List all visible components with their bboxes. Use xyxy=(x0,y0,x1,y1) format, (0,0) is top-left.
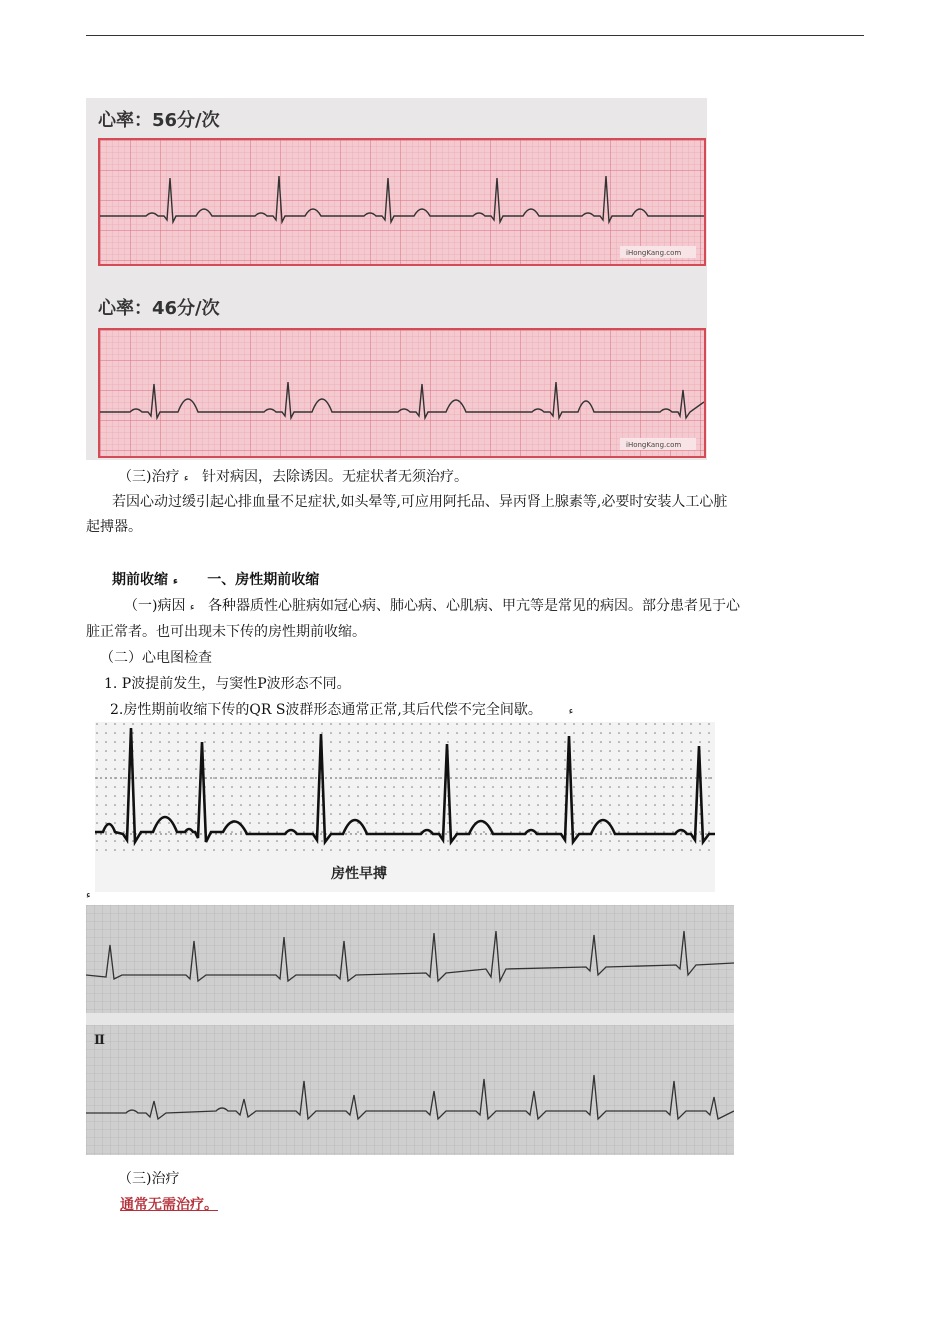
watermark-bottom: iHongKang.com xyxy=(626,441,682,449)
symbol-mark: ء xyxy=(172,576,178,587)
treatment-label-2: （三)治疗 xyxy=(118,1171,180,1187)
heading-atrial: 一、房性期前收缩 xyxy=(207,572,320,588)
ecg-item-1: 1. P波提前发生，与窦性P波形态不同。 xyxy=(104,676,351,692)
ecg-exam-heading: （二）心电图检查 xyxy=(100,650,212,666)
cause-line xyxy=(124,595,740,619)
heading-premature: 期前收缩 xyxy=(112,572,168,588)
symbol-mark-standalone xyxy=(86,883,91,907)
top-rule xyxy=(86,35,864,36)
symbol-mark: ء xyxy=(183,473,189,484)
heart-rate-label-56: 心率：56分/次 xyxy=(98,110,220,131)
lead-label: Ⅱ xyxy=(94,1033,105,1048)
treatment-body-2: 通常无需治疗。 xyxy=(120,1197,218,1213)
heart-rate-label-46: 心率：46分/次 xyxy=(98,298,220,319)
symbol-mark: ء xyxy=(568,706,574,717)
symbol-mark: ء xyxy=(86,890,91,901)
ecg-item-2-text: 2.房性期前收缩下传的QR S波群形态通常正常,其后代偿不完全间歇。 xyxy=(110,702,542,718)
treatment-body: 针对病因，去除诱因。无症状者无须治疗。 xyxy=(201,469,468,485)
cause-body: 各种器质性心脏病如冠心病、肺心病、心肌病、甲亢等是常见的病因。部分患者见于心 xyxy=(207,598,740,614)
cause-line-2: 脏正常者。也可出现未下传的房性期前收缩。 xyxy=(86,624,366,640)
paragraph-line-1: 若因心动过缓引起心排血量不足症状,如头晕等,可应用阿托品、异丙肾上腺素等,必要时安装人工心脏 xyxy=(112,494,728,510)
symbol-mark: ء xyxy=(189,602,195,613)
watermark-top: iHongKang.com xyxy=(626,249,682,257)
ecg-strip-46 xyxy=(98,328,706,458)
treatment-line xyxy=(118,466,468,490)
figure-caption: 房性早搏 xyxy=(331,866,387,882)
ecg-figure-atrial-premature xyxy=(95,722,715,892)
ecg-figure-photo xyxy=(86,905,734,1155)
ecg-trace-46 xyxy=(100,330,704,456)
ecg-item-2 xyxy=(110,699,573,723)
ecg-figure-bradycardia xyxy=(86,98,707,460)
paragraph-line-2: 起搏器。 xyxy=(86,519,142,535)
ecg-strip-56 xyxy=(98,138,706,266)
section-heading xyxy=(112,569,319,593)
ecg-trace-56 xyxy=(100,140,704,264)
ecg-photo-trace xyxy=(86,905,734,1155)
ecg-scan-trace xyxy=(95,722,715,892)
treatment-label: （三)治疗 xyxy=(118,469,180,485)
cause-label: （一)病因 xyxy=(124,598,186,614)
